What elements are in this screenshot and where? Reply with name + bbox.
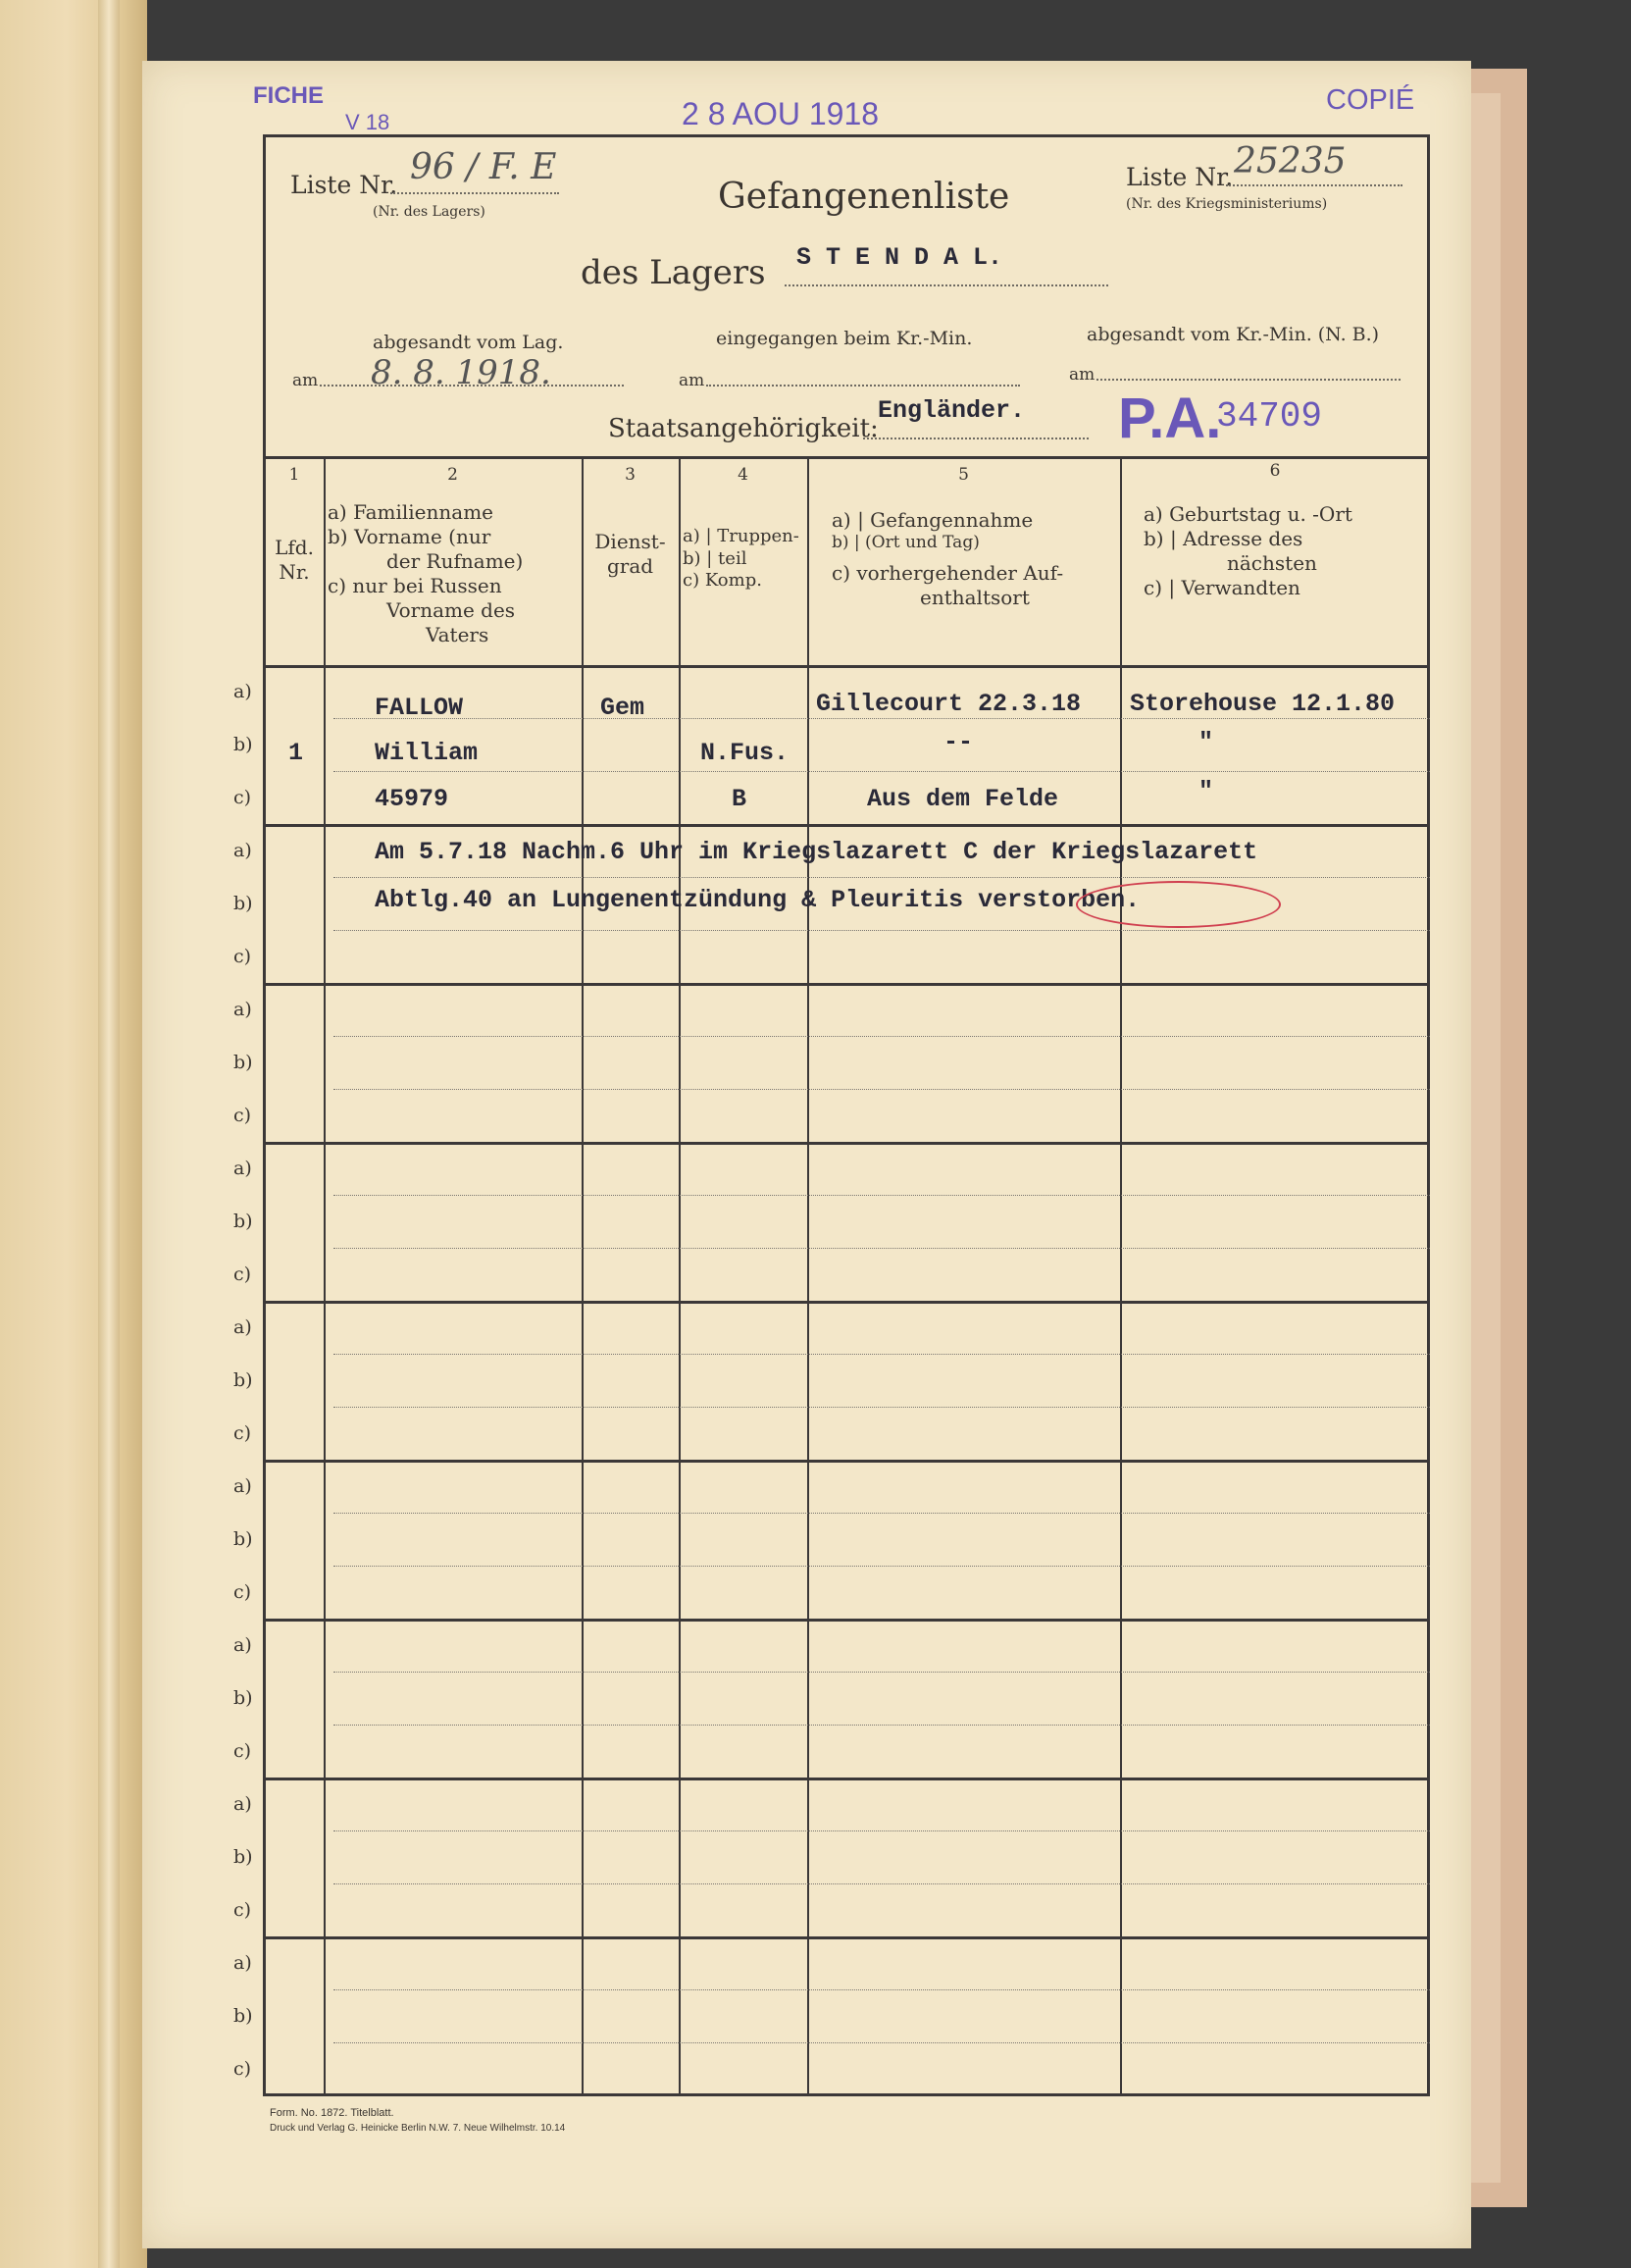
col-6-header	[1144, 502, 1428, 600]
row-mark: b)	[233, 1211, 253, 1232]
am-1-value: 8. 8. 1918.	[371, 353, 551, 392]
row-mark: a)	[233, 681, 252, 702]
row-mark: a)	[233, 1952, 252, 1974]
row-sub-rule	[333, 1195, 1430, 1196]
entry-geburt: Storehouse 12.1.80	[1130, 690, 1396, 718]
entry-vorname: William	[375, 739, 479, 767]
row-group-rule	[263, 983, 1430, 986]
pa-number: 34709	[1216, 396, 1323, 437]
liste-nr-label: Liste Nr.	[290, 171, 398, 199]
fiche-stamp: FICHE	[253, 82, 324, 109]
row-mark: a)	[233, 1316, 252, 1338]
col-5-header-line: c) vorhergehender Auf-	[832, 561, 1064, 586]
row-sub-rule	[333, 1566, 1430, 1567]
col-5-header-line: a) | Gefangennahme	[832, 508, 1034, 532]
liste-nr-value: 96 / F. E	[410, 147, 557, 187]
row-mark: c)	[233, 1899, 252, 1921]
entry-adresse-c: "	[1198, 777, 1214, 805]
footer-form-number: Form. No. 1872. Titelblatt.	[270, 2107, 394, 2119]
footer-printer: Druck und Verlag G. Heinicke Berlin N.W. 7. Neue Wilhelmstr. 10.14	[270, 2123, 566, 2134]
col-4-header-line: a) | Truppen-	[683, 526, 799, 546]
row-group-rule	[263, 1778, 1430, 1780]
entry-gefangennahme-b: --	[943, 728, 974, 756]
table-frame	[263, 134, 1430, 2096]
date-stamp: 2 8 AOU 1918	[682, 96, 880, 131]
row-sub-rule	[333, 877, 1430, 878]
col-1-header-line: Nr.	[279, 560, 310, 584]
abgesandt-min-label: abgesandt vom Kr.-Min. (N. B.)	[1087, 324, 1380, 345]
am-1-label: am	[292, 371, 319, 390]
col-divider-1	[324, 458, 326, 2094]
row-mark: a)	[233, 1475, 252, 1497]
lager-value: S T E N D A L.	[796, 243, 1003, 272]
binder-left	[0, 0, 147, 2268]
row-sub-rule	[333, 771, 1430, 772]
table-top-rule	[263, 456, 1430, 459]
col-6-header-line: nächsten	[1227, 551, 1317, 575]
col-divider-2	[582, 458, 584, 2094]
row-mark: b)	[233, 1687, 253, 1709]
liste-nr-2-value: 25235	[1234, 141, 1347, 181]
col-6-header-line: b) | Adresse des	[1144, 527, 1303, 550]
row-sub-rule	[333, 1089, 1430, 1090]
col-4-header-line: b) | teil	[683, 547, 747, 569]
row-sub-rule	[333, 1830, 1430, 1831]
row-mark: c)	[233, 1105, 252, 1126]
row-mark: c)	[233, 1422, 252, 1444]
row-sub-rule	[333, 1883, 1430, 1884]
verstorben-circle	[1076, 881, 1281, 928]
copie-stamp: COPIÉ	[1326, 84, 1415, 116]
row-group-rule	[263, 1460, 1430, 1463]
liste-nr-2-label: Liste Nr.	[1126, 163, 1234, 191]
row-mark: a)	[233, 1793, 252, 1815]
col-2-number: 2	[447, 465, 458, 485]
entry-familienname: FALLOW	[375, 694, 464, 722]
row-sub-rule	[333, 1989, 1430, 1990]
row-mark: b)	[233, 734, 253, 755]
row-mark: c)	[233, 1581, 252, 1603]
col-2-header-line: a) Familienname	[328, 500, 494, 524]
remark-line-1: Am 5.7.18 Nachm.6 Uhr im Kriegslazarett C der Kriegslazarett	[375, 838, 1258, 866]
row-mark: a)	[233, 1158, 252, 1179]
row-sub-rule	[333, 1725, 1430, 1726]
row-mark: b)	[233, 1846, 253, 1868]
col-4-number: 4	[738, 465, 748, 485]
entry-nummer: 45979	[375, 785, 449, 813]
row-sub-rule	[333, 1036, 1430, 1037]
col-6-header-line: c) | Verwandten	[1144, 576, 1300, 599]
entry-gefangennahme: Gillecourt 22.3.18	[816, 690, 1082, 718]
col-6-header-line: a) Geburtstag u. -Ort	[1144, 502, 1352, 526]
row-mark: a)	[233, 1634, 252, 1656]
col-1-header-line: Lfd.	[275, 536, 314, 559]
remark-line-2: Abtlg.40 an Lungenentzündung & Pleuritis verstorben.	[375, 886, 1141, 914]
col-2-header-line: der Rufname)	[386, 549, 524, 573]
am-3-label: am	[1069, 365, 1096, 385]
col-5-header-line: b) | (Ort und Tag)	[832, 533, 980, 552]
col-6-number: 6	[1269, 461, 1281, 481]
row-sub-rule	[333, 930, 1430, 931]
col-3-number: 3	[625, 465, 636, 485]
liste-nr-2-sub: (Nr. des Kriegsministeriums)	[1126, 196, 1328, 212]
entry-truppenteil: N.Fus.	[700, 739, 790, 767]
row-group-rule	[263, 1619, 1430, 1622]
row-sub-rule	[333, 1513, 1430, 1514]
am-2-label: am	[679, 371, 705, 390]
row-sub-rule	[333, 1407, 1430, 1408]
row-sub-rule	[333, 1248, 1430, 1249]
pa-stamp: P.A.	[1118, 387, 1222, 450]
row-mark: b)	[233, 1052, 253, 1073]
col-4-header-line: c) Komp.	[683, 570, 762, 591]
page-title: Gefangenenliste	[718, 177, 1010, 217]
eingegangen-label: eingegangen beim Kr.-Min.	[716, 328, 973, 349]
col-1-header	[265, 536, 324, 585]
col-5-header	[832, 508, 1118, 610]
row-mark: c)	[233, 787, 252, 808]
col-2-header-line: c) nur bei Russen	[328, 574, 502, 597]
row-mark: b)	[233, 893, 253, 914]
row-sub-rule	[333, 718, 1430, 719]
row-group-rule	[263, 665, 1430, 668]
entry-nr: 1	[288, 739, 304, 767]
entry-adresse-b: "	[1198, 728, 1214, 756]
col-divider-4	[807, 458, 809, 2094]
row-sub-rule	[333, 1354, 1430, 1355]
row-sub-rule	[333, 1672, 1430, 1673]
col-3-header-line: Dienst-	[594, 530, 666, 553]
col-2-header	[328, 500, 581, 647]
staatsangehoerigkeit-label: Staatsangehörigkeit:	[608, 414, 879, 443]
lager-label: des Lagers	[581, 253, 766, 292]
col-4-header	[683, 526, 805, 593]
row-mark: c)	[233, 946, 252, 967]
row-mark: b)	[233, 1528, 253, 1550]
row-mark: c)	[233, 2058, 252, 2080]
entry-dienstgrad: Gem	[600, 694, 645, 722]
abgesandt-lag-label: abgesandt vom Lag.	[373, 332, 564, 353]
row-sub-rule	[333, 2042, 1430, 2043]
row-mark: c)	[233, 1740, 252, 1762]
col-divider-5	[1120, 458, 1122, 2094]
entry-aufenthaltsort: Aus dem Felde	[867, 785, 1059, 813]
entry-komp: B	[732, 785, 747, 813]
col-5-number: 5	[958, 465, 969, 485]
row-mark: b)	[233, 1369, 253, 1391]
col-2-header-line: b) Vorname (nur	[328, 525, 491, 548]
col-1-number: 1	[288, 465, 300, 485]
col-2-header-line: Vorname des	[386, 598, 516, 622]
row-group-rule	[263, 1301, 1430, 1304]
row-group-rule	[263, 1936, 1430, 1939]
row-mark: b)	[233, 2005, 253, 2027]
col-divider-3	[679, 458, 681, 2094]
liste-nr-sub: (Nr. des Lagers)	[373, 204, 485, 220]
row-mark: a)	[233, 840, 252, 861]
binder-fold	[98, 0, 120, 2268]
reference-stamp: V 18	[345, 110, 390, 134]
staatsangehoerigkeit-value: Engländer.	[878, 396, 1026, 425]
col-5-header-line: enthaltsort	[920, 586, 1030, 610]
col-3-header	[582, 530, 679, 579]
row-mark: a)	[233, 999, 252, 1020]
col-3-header-line: grad	[606, 554, 654, 578]
row-group-rule	[263, 824, 1430, 827]
row-mark: c)	[233, 1263, 252, 1285]
col-2-header-line: Vaters	[426, 623, 489, 646]
row-group-rule	[263, 1142, 1430, 1145]
